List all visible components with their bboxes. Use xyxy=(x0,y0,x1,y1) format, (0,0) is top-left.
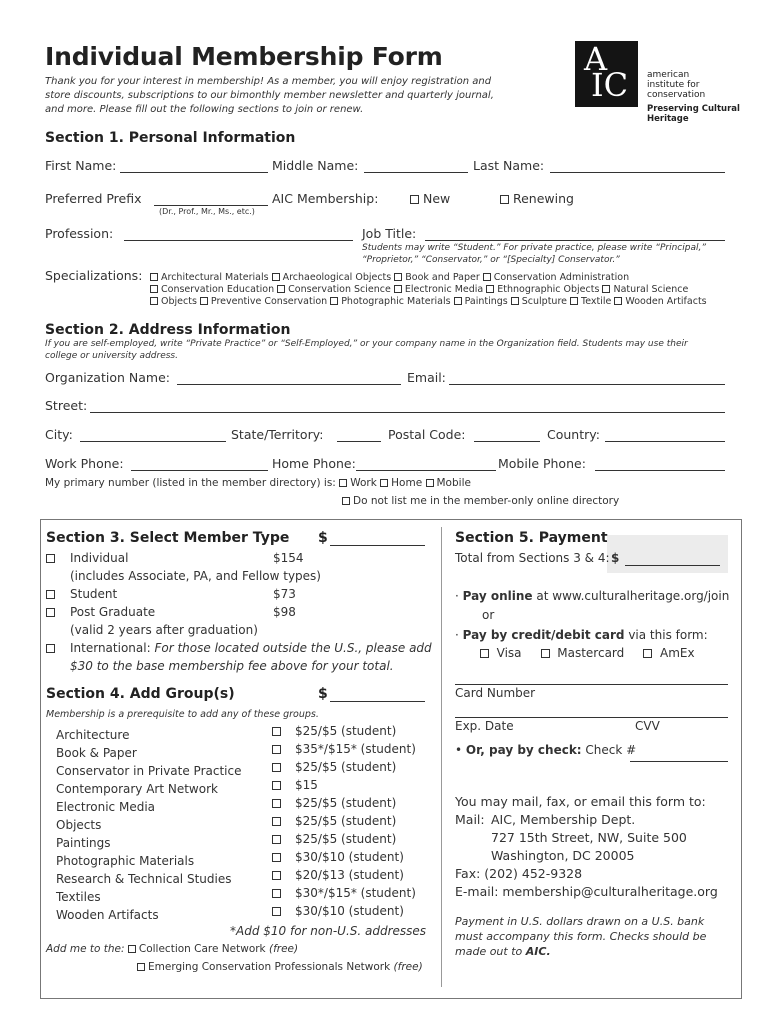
student-checkbox[interactable] xyxy=(46,587,55,601)
mobile-phone-label: Mobile Phone: xyxy=(498,456,586,471)
section2-title: Section 2. Address Information xyxy=(45,322,291,338)
middle-name-field[interactable] xyxy=(364,172,468,173)
group-checkbox[interactable] xyxy=(272,868,281,882)
group-row: Contemporary Art Network $15 xyxy=(56,778,318,796)
individual-note: (includes Associate, PA, and Fellow types) xyxy=(70,569,321,583)
group-checkbox[interactable] xyxy=(272,742,281,756)
section4-total-field[interactable] xyxy=(330,701,425,702)
postgrad-checkbox[interactable] xyxy=(46,605,55,619)
individual-label: Individual xyxy=(70,551,129,565)
payment-note: Payment in U.S. dollars drawn on a U.S. bank must accompany this form. Checks should be made out to AIC. xyxy=(455,915,707,958)
middle-name-label: Middle Name: xyxy=(272,158,359,173)
group-row: Book & Paper $35*/$15* (student) xyxy=(56,742,416,760)
city-field[interactable] xyxy=(80,441,226,442)
or-text: or xyxy=(482,608,495,622)
section5-title: Section 5. Payment xyxy=(455,530,608,546)
student-label: Student xyxy=(70,587,118,601)
form-title: Individual Membership Form xyxy=(45,42,443,71)
mobile-phone-field[interactable] xyxy=(595,470,725,471)
street-field[interactable] xyxy=(90,412,725,413)
first-name-label: First Name: xyxy=(45,158,117,173)
spec-option[interactable]: Textile xyxy=(570,296,611,307)
org-field[interactable] xyxy=(177,384,401,385)
spec-option[interactable]: Architectural Materials xyxy=(150,272,269,283)
total-label: Total from Sections 3 & 4: xyxy=(455,551,610,565)
international-note-2: $30 to the base membership fee above for your total. xyxy=(70,659,394,673)
section3-total-field[interactable] xyxy=(330,545,425,546)
groups-list xyxy=(56,724,426,922)
pay-check: • Or, pay by check: Check # xyxy=(455,743,637,757)
mail-instructions: You may mail, fax, or email this form to: Mail: AIC, Membership Dept. 727 15th Street, NW, Suite 500 Washington, DC 20005 Fax: (202) 452-9328 E-mail: membership@culturalheritage.org xyxy=(455,794,718,899)
country-field[interactable] xyxy=(605,441,725,442)
postal-label: Postal Code: xyxy=(388,427,466,442)
group-checkbox[interactable] xyxy=(272,796,281,810)
org-label: Organization Name: xyxy=(45,370,170,385)
state-label: State/Territory: xyxy=(231,427,324,442)
new-label: New xyxy=(422,191,451,206)
check-number-field[interactable] xyxy=(630,761,728,762)
spec-option[interactable]: Objects xyxy=(150,296,197,307)
city-label: City: xyxy=(45,427,73,442)
job-title-label: Job Title: xyxy=(362,226,417,241)
spec-option[interactable]: Electronic Media xyxy=(394,284,483,295)
card-number-line-top xyxy=(455,684,728,685)
total-field[interactable] xyxy=(625,565,720,566)
individual-price: $154 xyxy=(273,551,304,565)
country-label: Country: xyxy=(547,427,600,442)
renewing-label: Renewing xyxy=(512,191,574,206)
section4-note: Membership is a prerequisite to add any of these groups. xyxy=(46,709,319,720)
spec-option[interactable]: Archaeological Objects xyxy=(272,272,392,283)
group-row: Wooden Artifacts $30/$10 (student) xyxy=(56,904,404,922)
mastercard-checkbox[interactable]: Mastercard xyxy=(541,646,625,660)
do-not-list-label: Do not list me in the member-only online directory xyxy=(353,495,620,507)
spec-option[interactable]: Ethnographic Objects xyxy=(486,284,599,295)
work-phone-field[interactable] xyxy=(131,470,268,471)
specializations-label: Specializations: xyxy=(45,268,143,283)
profession-label: Profession: xyxy=(45,226,114,241)
email-field[interactable] xyxy=(449,384,725,385)
add-me-row: Add me to the: Collection Care Network (free) xyxy=(46,943,299,955)
postgrad-note: (valid 2 years after graduation) xyxy=(70,623,258,637)
spec-option[interactable]: Paintings xyxy=(454,296,508,307)
spec-option[interactable]: Conservation Administration xyxy=(483,272,629,283)
spec-option[interactable]: Wooden Artifacts xyxy=(614,296,706,307)
spec-option[interactable]: Book and Paper xyxy=(394,272,479,283)
postgrad-price: $98 xyxy=(273,605,296,619)
ccn-checkbox[interactable]: Collection Care Network (free) xyxy=(128,943,298,955)
do-not-list-checkbox[interactable] xyxy=(342,495,619,507)
amex-checkbox[interactable]: AmEx xyxy=(643,646,694,660)
ecpn-checkbox[interactable]: Emerging Conservation Professionals Network (free) xyxy=(137,961,423,973)
home-phone-field[interactable] xyxy=(356,470,496,471)
total-dollar: $ xyxy=(611,551,620,565)
group-checkbox[interactable] xyxy=(272,850,281,864)
group-checkbox[interactable] xyxy=(272,832,281,846)
aic-logo: A IC xyxy=(575,41,638,107)
spec-row-3 xyxy=(150,296,707,308)
section4-title: Section 4. Add Group(s) xyxy=(46,686,235,702)
primary-number-row xyxy=(45,477,471,489)
renewing-checkbox[interactable] xyxy=(500,191,574,206)
section3-dollar: $ xyxy=(318,530,328,546)
street-label: Street: xyxy=(45,398,88,413)
spec-row-1 xyxy=(150,272,629,284)
prefix-field[interactable] xyxy=(154,205,268,206)
spec-row-2 xyxy=(150,284,688,296)
group-row: Research & Technical Studies $20/$13 (student) xyxy=(56,868,404,886)
spec-option[interactable]: Photographic Materials xyxy=(330,296,450,307)
pay-online: · Pay online at www.culturalheritage.org/join xyxy=(455,589,730,603)
postal-field[interactable] xyxy=(474,441,540,442)
group-row: Objects $25/$5 (student) xyxy=(56,814,397,832)
group-checkbox[interactable] xyxy=(272,904,281,918)
spec-option[interactable]: Conservation Education xyxy=(150,284,274,295)
group-row: Electronic Media $25/$5 (student) xyxy=(56,796,397,814)
home-phone-label: Home Phone: xyxy=(272,456,356,471)
profession-field[interactable] xyxy=(124,240,353,241)
group-checkbox[interactable] xyxy=(272,760,281,774)
cvv-label: CVV xyxy=(635,719,660,733)
section4-dollar: $ xyxy=(318,686,328,702)
section3-title: Section 3. Select Member Type xyxy=(46,530,290,546)
spec-option[interactable]: Sculpture xyxy=(511,296,567,307)
total-shade xyxy=(607,535,728,573)
work-phone-label: Work Phone: xyxy=(45,456,124,471)
international-note: International: For those located outside the U.S., please add xyxy=(70,641,432,655)
last-name-label: Last Name: xyxy=(473,158,545,173)
prefix-hint: (Dr., Prof., Mr., Ms., etc.) xyxy=(159,207,255,216)
spec-option[interactable]: Conservation Science xyxy=(277,284,391,295)
card-number-field[interactable] xyxy=(455,717,728,718)
group-row: Paintings $25/$5 (student) xyxy=(56,832,397,850)
card-type-row xyxy=(480,646,695,660)
group-checkbox[interactable] xyxy=(272,886,281,900)
group-row: Textiles $30*/$15* (student) xyxy=(56,886,416,904)
international-checkbox[interactable] xyxy=(46,641,55,655)
job-title-field[interactable] xyxy=(425,240,725,241)
intro-text: Thank you for your interest in membership! As a member, you will enjoy registration and store discounts, subscriptions to our bimonthly member newsletter and quarterly journal, and more. Please fill out the following sections to join or renew. xyxy=(45,76,494,115)
group-checkbox[interactable] xyxy=(272,814,281,828)
visa-checkbox[interactable]: Visa xyxy=(480,646,522,660)
pay-card: · Pay by credit/debit card via this form: xyxy=(455,628,708,642)
new-checkbox[interactable] xyxy=(410,191,450,206)
individual-checkbox[interactable] xyxy=(46,551,55,565)
spec-option[interactable]: Natural Science xyxy=(602,284,688,295)
postgrad-label: Post Graduate xyxy=(70,605,156,619)
group-row: Conservator in Private Practice $25/$5 (student) xyxy=(56,760,397,778)
group-row: Photographic Materials $30/$10 (student) xyxy=(56,850,404,868)
last-name-field[interactable] xyxy=(550,172,725,173)
section2-note: If you are self-employed, write “Private Practice” or “Self-Employed,” or your company name in the Organization field. Students may use their college or university address. xyxy=(45,339,688,361)
non-us-note: *Add $10 for non-U.S. addresses xyxy=(230,924,427,938)
first-name-field[interactable] xyxy=(120,172,268,173)
state-field[interactable] xyxy=(337,441,381,442)
group-checkbox[interactable] xyxy=(272,724,281,738)
group-row: Architecture $25/$5 (student) xyxy=(56,724,397,742)
logo-tagline: Preserving Cultural Heritage xyxy=(647,104,740,124)
prefix-label: Preferred Prefix xyxy=(45,191,142,206)
logo-wordmark: american institute for conservation xyxy=(647,70,706,100)
group-checkbox[interactable] xyxy=(272,778,281,792)
spec-option[interactable]: Preventive Conservation xyxy=(200,296,327,307)
primary-work-option[interactable]: Work xyxy=(339,477,377,489)
exp-date-label: Exp. Date xyxy=(455,719,514,733)
student-price: $73 xyxy=(273,587,296,601)
panel-divider xyxy=(441,527,442,987)
primary-home-option[interactable]: Home xyxy=(380,477,422,489)
primary-number-label: My primary number (listed in the member directory) is: xyxy=(45,477,336,489)
primary-mobile-option[interactable]: Mobile xyxy=(426,477,471,489)
aic-membership-label: AIC Membership: xyxy=(272,191,379,206)
email-label: Email: xyxy=(407,370,446,385)
section1-title: Section 1. Personal Information xyxy=(45,130,296,146)
card-number-label: Card Number xyxy=(455,686,536,700)
job-title-note: Students may write “Student.” For private practice, please write “Principal,” “Proprietor,” “Conservator,” or “[Specialty] Conservator.” xyxy=(362,243,706,265)
